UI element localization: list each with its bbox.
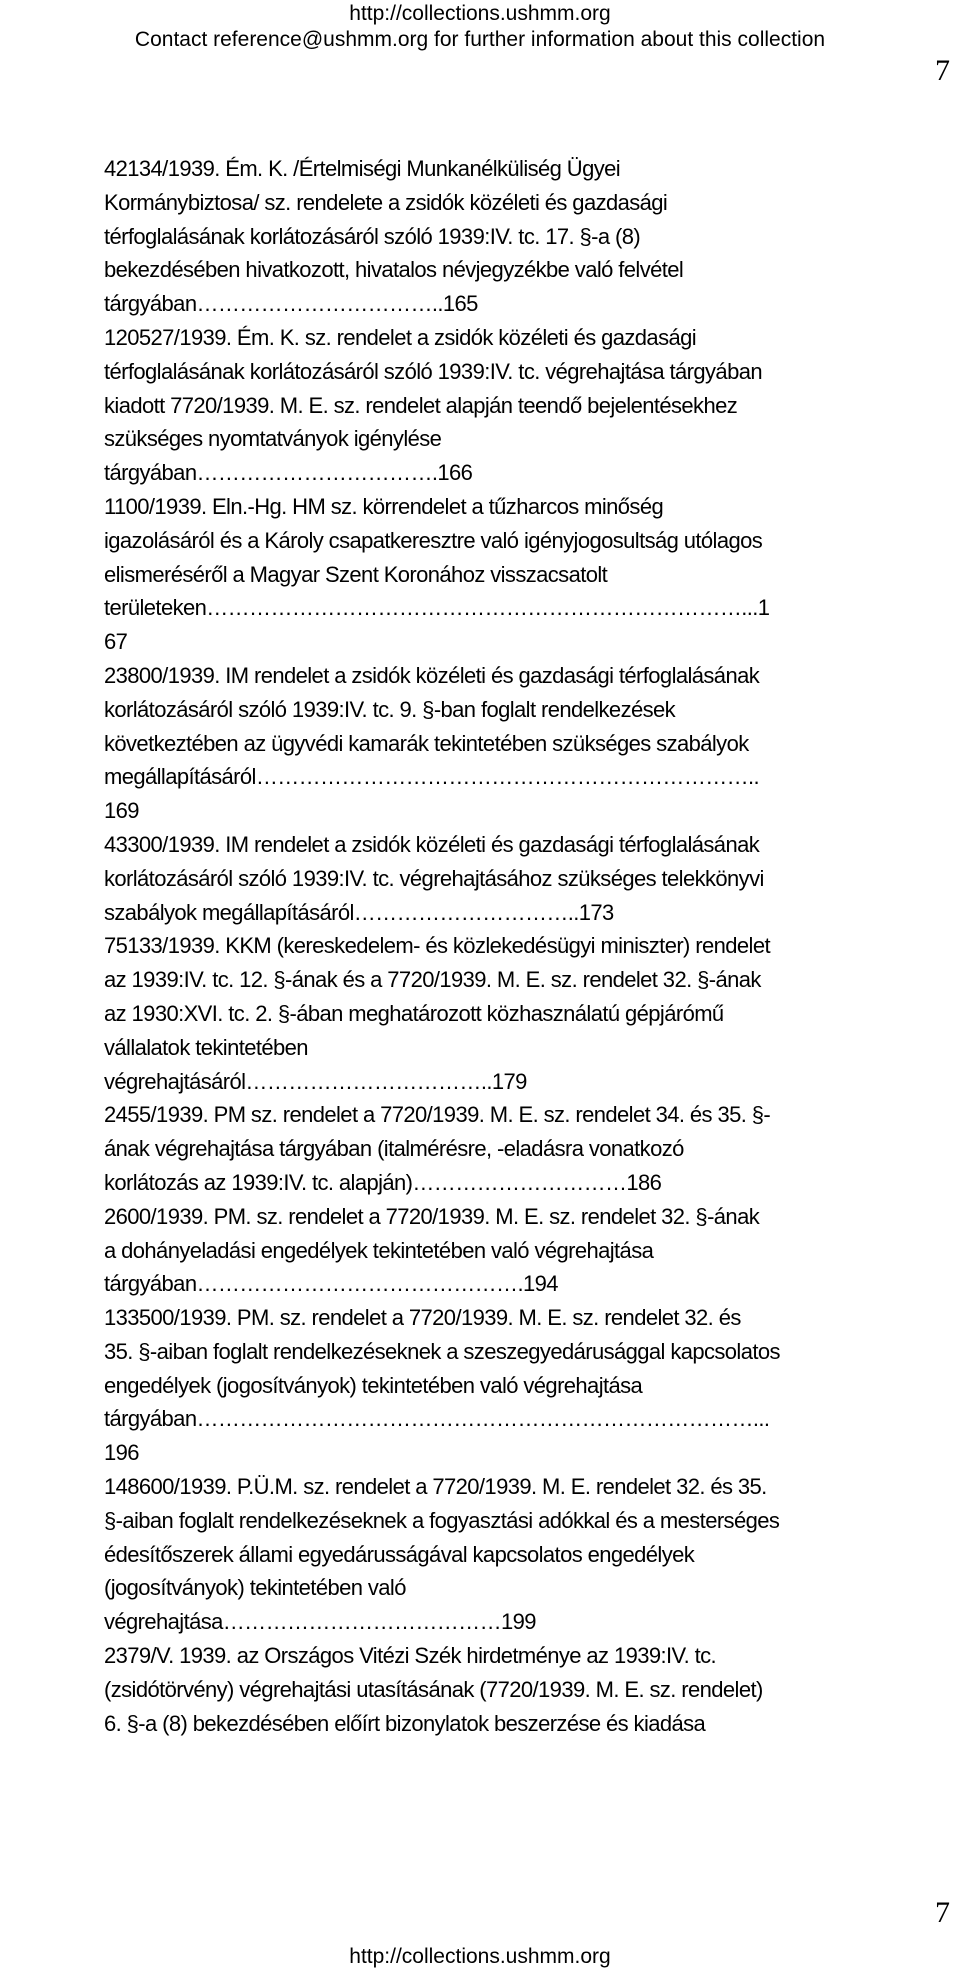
text-line: végrehajtásáról……………………………..179 xyxy=(104,1068,527,1094)
text-line: szabályok megállapításáról…………………………..173 xyxy=(104,899,614,925)
text-line: térfoglalásának korlátozásáról szóló 1939:IV. tc. végrehajtása tárgyában xyxy=(104,358,762,384)
text-line: az 1930:XVI. tc. 2. §-ában meghatározott közhasználatú gépjárómű xyxy=(104,1000,724,1026)
text-line: végrehajtása…………………………………199 xyxy=(104,1609,536,1635)
text-line: területeken…………………………………………………………………...1 xyxy=(104,595,770,621)
text-line: engedélyek (jogosítványok) tekintetében való végrehajtása xyxy=(104,1372,643,1398)
text-line: 6. §-a (8) bekezdésében előírt bizonylatok beszerzése és kiadása xyxy=(104,1710,706,1736)
text-line: tárgyában……………………………..165 xyxy=(104,291,478,317)
text-line: 2379/V. 1939. az Országos Vitézi Szék hirdetménye az 1939:IV. tc. xyxy=(104,1643,717,1669)
text-line: megállapításáról…………………………………………………………….. xyxy=(104,764,760,790)
text-line: korlátozásáról szóló 1939:IV. tc. 9. §-ban foglalt rendelkezések xyxy=(104,696,676,722)
header-contact-notice: Contact reference@ushmm.org for further information about this collection xyxy=(134,28,826,51)
text-line: tárgyában……………………………………………………………………... xyxy=(104,1406,770,1432)
text-line: az 1939:IV. tc. 12. §-ának és a 7720/1939. M. E. sz. rendelet 32. §-ának xyxy=(104,967,761,993)
text-line: tárgyában…………………………….166 xyxy=(104,460,473,486)
text-line: (zsidótörvény) végrehajtási utasításának (7720/1939. M. E. sz. rendelet) xyxy=(104,1676,763,1702)
text-line: 42134/1939. Ém. K. /Értelmiségi Munkanélküliség Ügyei xyxy=(104,156,621,181)
text-line: (jogosítványok) tekintetében való xyxy=(104,1575,406,1601)
text-line: 120527/1939. Ém. K. sz. rendelet a zsidók közéleti és gazdasági xyxy=(104,324,697,350)
text-line: 1100/1939. Eln.-Hg. HM sz. körrendelet a tűzharcos minőség xyxy=(104,493,664,519)
text-line: 23800/1939. IM rendelet a zsidók közéleti és gazdasági térfoglalásának xyxy=(104,662,760,688)
text-line: 196 xyxy=(104,1440,139,1466)
text-line: a dohányeladási engedélyek tekintetében való végrehajtása xyxy=(104,1237,654,1263)
text-line: Kormánybiztosa/ sz. rendelete a zsidók közéleti és gazdasági xyxy=(104,189,668,215)
footer-url: http://collections.ushmm.org xyxy=(349,1945,611,1968)
text-line: kiadott 7720/1939. M. E. sz. rendelet alapján teendő bejelentésekhez xyxy=(104,392,738,418)
text-line: vállalatok tekintetében xyxy=(104,1034,308,1060)
text-line: 67 xyxy=(104,629,128,655)
text-line: térfoglalásának korlátozásáról szóló 1939:IV. tc. 17. §-a (8) xyxy=(104,223,641,249)
header-url: http://collections.ushmm.org xyxy=(349,2,611,25)
text-line: 2600/1939. PM. sz. rendelet a 7720/1939. M. E. sz. rendelet 32. §-ának xyxy=(104,1203,760,1229)
text-line: 148600/1939. P.Ü.M. sz. rendelet a 7720/1939. M. E. rendelet 32. és 35. xyxy=(104,1474,767,1500)
page-number-bottom: 7 xyxy=(935,1896,950,1929)
text-line: ának végrehajtása tárgyában (italmérésre, -eladásra vonatkozó xyxy=(104,1136,684,1162)
text-line: 35. §-aiban foglalt rendelkezéseknek a szeszegyedárusággal kapcsolatos xyxy=(104,1338,780,1364)
document-body xyxy=(104,152,944,1740)
text-line: elismeréséről a Magyar Szent Koronához visszacsatolt xyxy=(104,561,608,587)
text-line: bekezdésében hivatkozott, hivatalos névjegyzékbe való felvétel xyxy=(104,257,684,283)
text-line: 75133/1939. KKM (kereskedelem- és közlekedésügyi miniszter) rendelet xyxy=(104,933,770,959)
text-line: 169 xyxy=(104,798,139,824)
page-number-top: 7 xyxy=(935,54,950,87)
text-line: következtében az ügyvédi kamarák tekintetében szükséges szabályok xyxy=(104,730,749,756)
text-line: 2455/1939. PM sz. rendelet a 7720/1939. M. E. sz. rendelet 34. és 35. §- xyxy=(104,1102,771,1128)
text-line: §-aiban foglalt rendelkezéseknek a fogyasztási adókkal és a mesterséges xyxy=(104,1507,780,1533)
text-line: korlátozás az 1939:IV. tc. alapján)…………………………186 xyxy=(104,1169,662,1195)
text-line: szükséges nyomtatványok igénylése xyxy=(104,426,442,452)
text-line: korlátozásáról szóló 1939:IV. tc. végrehajtásához szükséges telekkönyvi xyxy=(104,865,764,891)
text-line: édesítőszerek állami egyedárusságával kapcsolatos engedélyek xyxy=(104,1541,695,1567)
text-line: igazolásáról és a Károly csapatkeresztre való igényjogosultság utólagos xyxy=(104,527,763,553)
text-line: tárgyában……………………………………….194 xyxy=(104,1271,558,1297)
text-line: 133500/1939. PM. sz. rendelet a 7720/1939. M. E. sz. rendelet 32. és xyxy=(104,1305,741,1331)
text-line: 43300/1939. IM rendelet a zsidók közéleti és gazdasági térfoglalásának xyxy=(104,831,760,857)
